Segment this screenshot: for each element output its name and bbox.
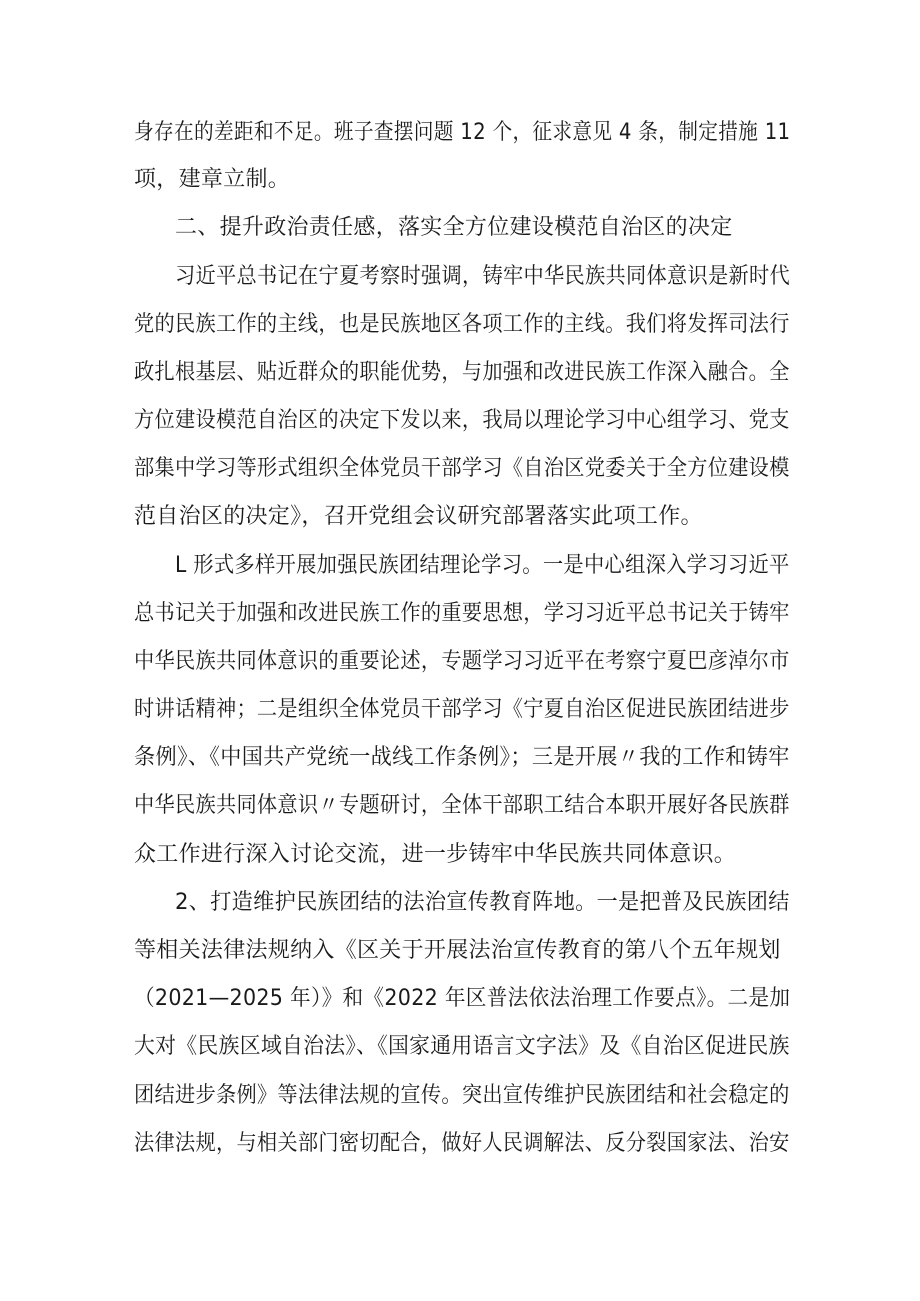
text-line: 法律法规，与相关部门密切配合，做好人民调解法、反分裂国家法、治安	[134, 1131, 790, 1156]
text-line: 2、打造维护民族团结的法治宣传教育阵地。一是把普及民族团结	[175, 890, 790, 915]
text-line: 时讲话精神；二是组织全体党员干部学习《宁夏自治区促进民族团结进步	[134, 697, 790, 722]
text-line: 部集中学习等形式组织全体党员干部学习《自治区党委关于全方位建设模	[134, 456, 790, 481]
text-line: 方位建设模范自治区的决定下发以来，我局以理论学习中心组学习、党支	[134, 408, 790, 433]
text-line: 总书记关于加强和改进民族工作的重要思想，学习习近平总书记关于铸牢	[134, 601, 790, 626]
text-line: 范自治区的决定》，召开党组会议研究部署落实此项工作。	[134, 504, 703, 529]
section-heading: 二、提升政治责任感，落实全方位建设模范自治区的决定	[175, 215, 733, 240]
text-line: 众工作进行深入讨论交流，进一步铸牢中华民族共同体意识。	[134, 842, 737, 867]
text-line: 条例》、《中国共产党统一战线工作条例》；三是开展〃我的工作和铸牢	[134, 745, 790, 770]
text-line: 团结进步条例》等法律法规的宣传。突出宣传维护民族团结和社会稳定的	[134, 1083, 790, 1108]
text-line: 中华民族共同体意识的重要论述，专题学习习近平在考察宁夏巴彦淖尔市	[134, 649, 790, 674]
text-line: 政扎根基层、贴近群众的职能优势，与加强和改进民族工作深入融合。全	[134, 360, 790, 385]
text-line: L 形式多样开展加强民族团结理论学习。一是中心组深入学习习近平	[175, 553, 790, 578]
text-line: 项，建章立制。	[134, 167, 291, 192]
text-line: 党的民族工作的主线，也是民族地区各项工作的主线。我们将发挥司法行	[134, 312, 790, 337]
text-line: 等相关法律法规纳入《区关于开展法治宣传教育的第八个五年规划	[134, 938, 781, 963]
text-line: 大对《民族区域自治法》、《国家通用语言文字法》及《自治区促进民族	[134, 1034, 790, 1059]
text-line: 习近平总书记在宁夏考察时强调，铸牢中华民族共同体意识是新时代	[175, 264, 791, 289]
text-line: （2021—2025 年）》和《2022 年区普法依法治理工作要点》。二是加	[134, 986, 791, 1011]
text-line: 中华民族共同体意识〃专题研讨，全体干部职工结合本职开展好各民族群	[134, 793, 790, 818]
text-line: 身存在的差距和不足。班子查摆问题 12 个，征求意见 4 条，制定措施 11	[134, 120, 791, 145]
